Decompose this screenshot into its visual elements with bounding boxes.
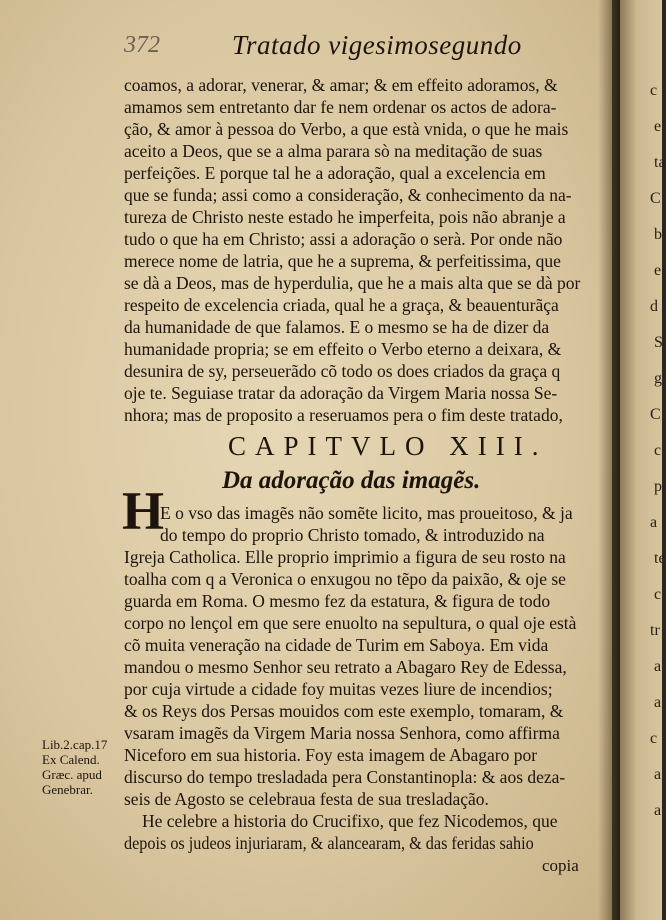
right-page-fragment: C — [650, 406, 661, 423]
text-line: toalha com q a Veronica o enxugou no tẽpo da paixão, & oje se — [124, 569, 566, 589]
text-line: cõ muita veneração na cidade de Turim em Saboya. Em vida — [124, 635, 549, 655]
right-page-fragment: p — [654, 478, 662, 495]
text-line: tureza de Christo neste estado he imperfeita, pois não abranje a — [124, 207, 566, 227]
text-line: que se funda; assi como a consideração, & conhecimento da na- — [124, 185, 572, 205]
text-line: discurso do tempo tresladada pera Constantinopla: & aos deza- — [124, 767, 566, 787]
text-line: E o vso das imagẽs não somẽte licito, mas proueitoso, & ja — [160, 503, 573, 523]
text-line: amamos sem entretanto dar fe nem ordenar os actos de adora- — [124, 97, 557, 117]
text-line: & os Reys dos Persas mouidos com este exemplo, tomaram, & — [124, 701, 564, 721]
drop-cap: H — [122, 481, 165, 541]
right-page-fragment: c — [654, 442, 662, 459]
text-line: depois os judeos injuriaram, & alancearam, & das feridas sahio — [124, 833, 534, 853]
text-line: se dà a Deos, mas de hyperdulia, que he a mais alta que se dà por — [124, 273, 581, 293]
right-page-fragment: g — [654, 370, 662, 387]
right-page-fragment: a — [650, 514, 658, 531]
text-line: mandou o mesmo Senhor seu retrato a Abagaro Rey de Edessa, — [124, 657, 567, 677]
text-line: coamos, a adorar, venerar, & amar; & em effeito adoramos, & — [124, 75, 558, 95]
text-line: vsaram imagẽs da Virgem Maria nossa Senhora, como affirma — [124, 723, 560, 743]
chapter-title: CAPITVLO XIII. — [228, 431, 548, 461]
marginal-note: Lib.2.cap.17 — [42, 737, 108, 752]
text-line: aceito a Deos, que se a alma parara sò na meditação de suas — [124, 141, 543, 161]
chapter-subtitle: Da adoração das imagẽs. — [222, 467, 481, 494]
marginal-note: Græc. apud — [42, 767, 102, 782]
right-page-fragment: e — [654, 118, 662, 135]
text-line: He celebre a historia do Crucifixo, que fez Nicodemos, que — [142, 811, 558, 831]
text-line: Igreja Catholica. Elle proprio imprimio a figura de seu rosto na — [124, 547, 566, 567]
text-line: por cuja virtude a cidade foy muitas vezes liure de incendios; — [124, 679, 553, 699]
text-line: corpo no lençol em que sere enuolto na sepultura, o qual oje està — [124, 613, 577, 633]
right-page-fragment: tr — [650, 622, 660, 639]
page-gutter — [598, 0, 620, 920]
right-page-fragment: e — [654, 262, 662, 279]
text-line: do tempo do proprio Christo tomado, & introduzido na — [160, 525, 545, 545]
text-line: respeito de excelencia criada, qual he a graça, & beauenturãça — [124, 295, 559, 315]
right-page-fragment: a — [654, 802, 662, 819]
right-page-fragment: ta — [654, 154, 666, 171]
right-page-fragment: a — [654, 766, 662, 783]
text-line: ção, & amor à pessoa do Verbo, a que està vnida, o que he mais — [124, 119, 569, 139]
marginal-note: Genebrar. — [42, 782, 93, 797]
text-line: guarda em Roma. O mesmo fez da estatura, & figura de todo — [124, 591, 551, 611]
text-line: oje te. Seguiase tratar da adoração da Virgem Maria nossa Se- — [124, 383, 558, 403]
right-page-fragment: c — [654, 586, 662, 603]
marginal-note: Ex Calend. — [42, 752, 100, 767]
right-page-fragment: a — [654, 658, 662, 675]
text-line: Niceforo em sua historia. Foy esta imagem de Abagaro por — [124, 745, 538, 765]
right-page-fragment: c — [650, 82, 658, 99]
page-number: 372 — [124, 32, 160, 58]
text-line: humanidade propria; se em effeito o Verbo eterno a deixara, & — [124, 339, 562, 359]
right-page-fragment: a — [654, 694, 662, 711]
text-line: seis de Agosto se celebraua festa de sua tresladação. — [124, 789, 489, 809]
text-line: merece nome de latria, que he a suprema, & perfeitissima, que — [124, 251, 561, 271]
right-page-fragment: S — [654, 334, 663, 351]
catchword: copia — [542, 856, 579, 875]
text-line: nhora; mas de proposito a reseruamos pera o fim deste tratado, — [124, 405, 563, 425]
running-header: Tratado vigesimosegundo — [232, 30, 522, 60]
right-page-edge — [620, 0, 666, 920]
right-page-fragment: te — [654, 550, 666, 567]
text-line: tudo o que ha em Christo; assi a adoração o serà. Por onde não — [124, 229, 563, 249]
right-page-fragment: c — [650, 730, 658, 747]
right-page-fragment: b — [654, 226, 662, 243]
right-page-fragment: d — [650, 298, 658, 315]
text-line: desunira de sy, perseuerãdo cõ todo os does criados da graça q — [124, 361, 561, 381]
right-page-fragment: C — [650, 190, 661, 207]
text-line: perfeições. E porque tal he a adoração, qual a excelencia em — [124, 163, 546, 183]
text-line: da humanidade de que falamos. E o mesmo se ha de dizer da — [124, 317, 550, 337]
